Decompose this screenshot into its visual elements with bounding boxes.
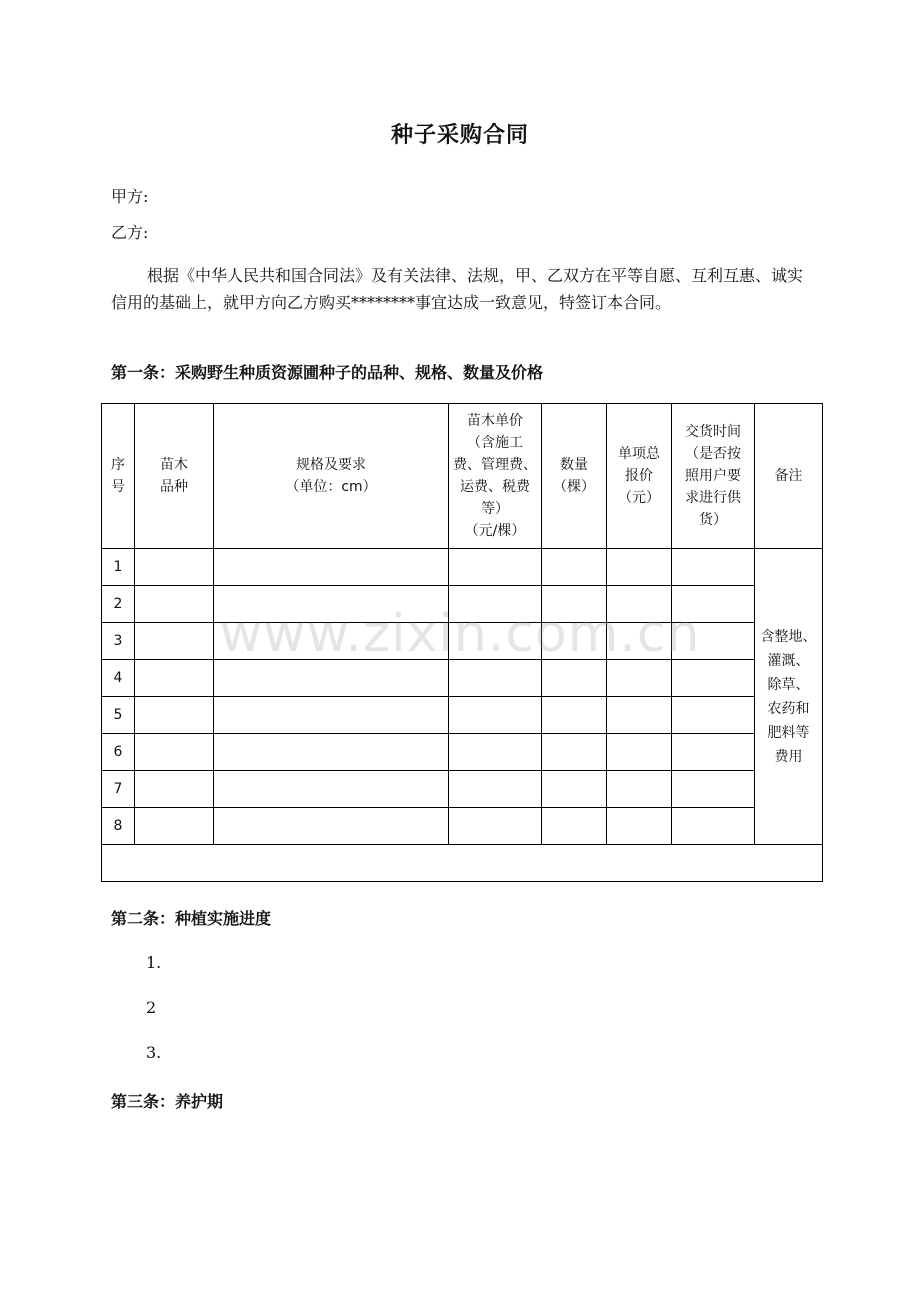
article-3-heading: 第三条：养护期 [111, 1092, 224, 1111]
delivery-cell [672, 660, 755, 697]
row-number: 5 [102, 697, 135, 734]
header-spec: 规格及要求 （单位：cm） [214, 404, 449, 549]
header-remark: 备注 [755, 404, 823, 549]
party-a-label: 甲方: [111, 187, 149, 206]
table-row [102, 808, 823, 845]
spec-cell [214, 771, 449, 808]
unit-price-cell [449, 771, 542, 808]
spec-cell [214, 734, 449, 771]
row-number: 3 [102, 623, 135, 660]
table-row [102, 734, 823, 771]
unit-price-cell [449, 697, 542, 734]
spec-cell [214, 697, 449, 734]
header-total-price: 单项总 报价 （元） [607, 404, 672, 549]
row-number: 4 [102, 660, 135, 697]
spec-cell [214, 808, 449, 845]
total-price-cell [607, 771, 672, 808]
article-1-heading: 第一条：采购野生种质资源圃种子的品种、规格、数量及价格 [111, 363, 544, 382]
total-price-cell [607, 549, 672, 586]
quantity-cell [542, 734, 607, 771]
table-row [102, 660, 823, 697]
delivery-cell [672, 734, 755, 771]
header-delivery: 交货时间 （是否按 照用户要 求进行供 货） [672, 404, 755, 549]
variety-cell [135, 697, 214, 734]
unit-price-cell [449, 808, 542, 845]
party-b-label: 乙方: [111, 223, 149, 242]
table-row [102, 771, 823, 808]
total-price-cell [607, 697, 672, 734]
document-title: 种子采购合同 [390, 122, 529, 148]
progress-item-1: 1. [146, 953, 162, 972]
header-variety: 苗木 品种 [135, 404, 214, 549]
row-number: 7 [102, 771, 135, 808]
row-number: 6 [102, 734, 135, 771]
row-number: 1 [102, 549, 135, 586]
header-seq: 序 号 [102, 404, 135, 549]
variety-cell [135, 549, 214, 586]
header-quantity: 数量 （棵） [542, 404, 607, 549]
quantity-cell [542, 549, 607, 586]
variety-cell [135, 808, 214, 845]
quantity-cell [542, 697, 607, 734]
spec-cell [214, 549, 449, 586]
table-row [102, 697, 823, 734]
progress-item-2: 2 [146, 998, 157, 1017]
quantity-cell [542, 771, 607, 808]
header-unit-price: 苗木单价 （含施工 费、管理费、 运费、税费 等） （元/棵） [449, 404, 542, 549]
spec-cell [214, 660, 449, 697]
total-price-cell [607, 660, 672, 697]
unit-price-cell [449, 734, 542, 771]
unit-price-cell [449, 549, 542, 586]
delivery-cell [672, 808, 755, 845]
article-2-heading: 第二条：种植实施进度 [111, 909, 272, 928]
variety-cell [135, 660, 214, 697]
delivery-cell [672, 549, 755, 586]
variety-cell [135, 771, 214, 808]
quantity-cell [542, 808, 607, 845]
row-number: 2 [102, 586, 135, 623]
quantity-cell [542, 660, 607, 697]
table-footer-row [102, 845, 823, 882]
intro-paragraph: 根据《中华人民共和国合同法》及有关法律、法规，甲、乙双方在平等自愿、互利互惠、诚实信用的基础上，就甲方向乙方购买********事宜达成一致意见，特签订本合同。 [111, 266, 804, 312]
unit-price-cell [449, 660, 542, 697]
progress-item-3: 3. [146, 1043, 162, 1062]
delivery-cell [672, 771, 755, 808]
total-price-cell [607, 734, 672, 771]
variety-cell [135, 734, 214, 771]
watermark: www.zixin.com.cn [219, 604, 701, 664]
row-number: 8 [102, 808, 135, 845]
remark-cell: 含整地、 灌溉、 除草、 农药和 肥料等 费用 [755, 549, 823, 845]
total-price-cell [607, 808, 672, 845]
delivery-cell [672, 697, 755, 734]
table-row [102, 549, 823, 586]
